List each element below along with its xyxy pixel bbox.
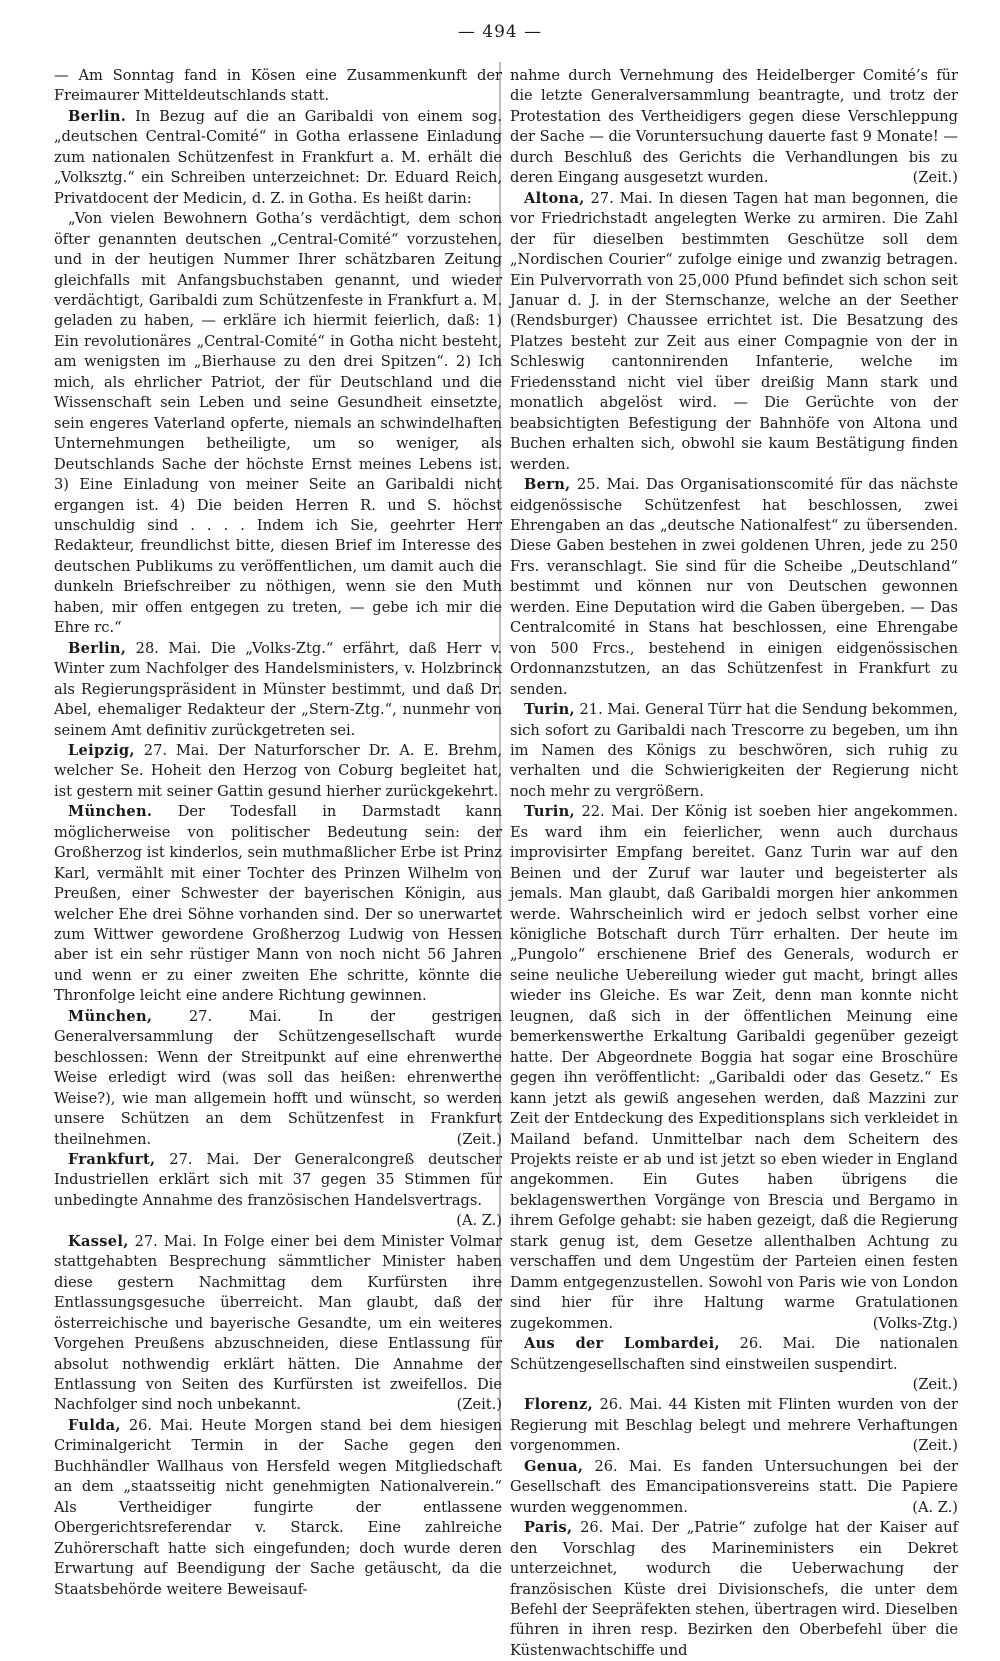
article-text: 26. Mai. Die nationalen Schützengesellschaften sind einstweilen suspendirt. [510, 1335, 958, 1373]
source-attribution: (Zeit.) [912, 169, 958, 187]
article-text: 27. Mai. Der Generalcongreß deutscher Industriellen erklärt sich mit 37 gegen 35 Stimmen für unbedingte Annahme des französischen Handelsvertrags. [54, 1151, 502, 1209]
dateline: Leipzig, [68, 741, 135, 759]
article-text: 27. Mai. In der gestrigen Generalversammlung der Schützengesellschaft wurde beschlossen: Wenn der Streitpunkt auf eine ehrenwerthe Weise erledigt wird (was soll das heißen: ehrenwerthe Weise?), wie man allgemein hofft und wünscht, so werden unsere Schützen an dem Schützenfest in Frankfurt theilnehmen. [54, 1007, 502, 1148]
article-text: 27. Mai. Der Naturforscher Dr. A. E. Brehm, welcher Se. Hoheit den Herzog von Coburg begleitet hat, ist gestern mit seiner Gattin gesund hierher zurückgekehrt. [54, 741, 503, 800]
article-text: nahme durch Vernehmung des Heidelberger Comité’s für die letzte Generalversammlung beantragte, und trotz der Protestation des Vertheidigers gegen diese Verschleppung der Sache — die Voruntersuchung dauerte fast 9 Monate! — durch Beschluß des Gerichts die Verhandlungen bis zu deren Eingang ausgesetzt wurden. [510, 67, 958, 187]
source-attribution: (Zeit.) [912, 1437, 958, 1455]
article-text: 26. Mai. Heute Morgen stand bei dem hiesigen Criminalgericht Termin in der Sache gegen den Buchhändler Wallhaus von Hersfeld wegen Mitgliedschaft an dem „staatsseitig nicht genehmigten Nationalverein.“ Als Vertheidiger fungirte der entlassene Obergerichtsreferendar v. Starck. Eine zahlreiche Zuhörerschaft hatte sich eingefunden; doch wurde deren Erwartung auf Beendigung der Sache getäuscht, da die Staatsbehörde weitere Beweisauf- [54, 1416, 502, 1598]
right-column [510, 66, 958, 1661]
source-attribution: (A. Z.) [456, 1212, 502, 1230]
article-paragraph [510, 189, 958, 475]
article-text: „Von vielen Bewohnern Gotha’s verdächtigt, dem schon öfter genannten deutschen „Central-Comité“ vorzustehen, und in der heutigen Nummer Ihrer schätzbaren Zeitung gleichfalls mit Anfangsbuchstaben genannt, und wieder verdächtigt, Garibaldi zum Schützenfeste in Frankfurt a. M. geladen zu haben, — erkläre ich hiermit feierlich, daß: 1) Ein revolutionäres „Central-Comité“ in Gotha nicht besteht, am wenigsten im „Bierhause zu den drei Spitzen“. 2) Ich mich, als ehrlicher Patriot, der für Deutschland und die Wissenschaft sein Leben und seine Gesundheit einsetzte, sein engeres Vaterland opferte, niemals an schwindelhaften Unternehmungen betheiligte, um so weniger, als Deutschlands Sache der höchste Ernst meines Lebens ist. 3) Eine Einladung von meiner Seite an Garibaldi nicht ergangen ist. 4) Die beiden Herren R. und S. höchst unschuldig sind . . . . Indem ich Sie, geehrter Herr Redakteur, freundlichst bitte, diesen Brief im Interesse des deutschen Publikums zu veröffentlichen, um damit auch die dunkeln Briefschreiber zu nöthigen, wenn sie den Muth haben, mir offen entgegen zu treten, — gebe ich mir die Ehre rc.“ [54, 210, 502, 637]
article-paragraph [54, 1232, 502, 1416]
page-number: — 494 — [457, 22, 543, 42]
source-attribution: (Zeit.) [456, 1396, 502, 1414]
article-paragraph [54, 741, 502, 802]
article-paragraph [510, 1457, 958, 1518]
dateline: Frankfurt, [68, 1151, 156, 1169]
dateline: München. [68, 803, 153, 821]
article-text: — Am Sonntag fand in Kösen eine Zusammenkunft der Freimaurer Mitteldeutschlands statt. [54, 67, 502, 105]
source-attribution: (Volks-Ztg.) [872, 1314, 958, 1332]
article-paragraph [54, 1150, 502, 1232]
dateline: Bern, [524, 476, 571, 494]
dateline: Fulda, [68, 1416, 121, 1434]
article-text: 22. Mai. Der König ist soeben hier angekommen. Es ward ihm ein feierlicher, wenn auch durchaus improvisirter Empfang bereitet. Ganz Turin war auf den Beinen und der Zuruf war lauter und begeisterter als jemals. Man glaubt, daß Garibaldi morgen hier ankommen werde. Wahrscheinlich wird er jedoch selbst vorher eine königliche Botschaft durch Türr erhalten. Der heute im „Pungolo“ erschienene Brief des Generals, wodurch er seine neuliche Uebereilung wieder gut macht, bringt alles wieder ins Gleiche. Es war Zeit, denn man konnte nicht leugnen, daß sich in der öffentlichen Meinung eine bemerkenswerthe Erkaltung Garibaldi gegenüber gezeigt hatte. Der Abgeordnete Boggia hat sogar eine Broschüre gegen ihn veröffentlicht: „Garibaldi oder das Gesetz.“ Es kann jetzt als gewiß angesehen werden, daß Mazzini zur Zeit der Entdeckung des Expeditionsplans sich verkleidet in Mailand befand. Unmittelbar nach dem Scheitern des Projekts reiste er ab und ist jetzt so eben wieder in England angekommen. Ein Gutes haben übrigens die beklagenswerthen Vorgänge von Brescia und Bergamo in ihrem Gefolge gehabt: sie haben gezeigt, daß die Regierung stark genug ist, dem Gesetze allenthalben Achtung zu verschaffen und dem Ungestüm der Parteien einen festen Damm entgegenzustellen. Sowohl von Paris wie von London sind hier für ihre Haltung warme Gratulationen zugekommen. [510, 803, 959, 1332]
dateline: Kassel, [68, 1232, 129, 1250]
dateline: Berlin. [68, 107, 127, 125]
article-paragraph [510, 700, 958, 802]
article-paragraph [54, 107, 502, 209]
article-paragraph [54, 209, 502, 639]
dateline: Paris, [524, 1519, 573, 1537]
article-text: 26. Mai. Es fanden Untersuchungen bei der Gesellschaft des Emancipationsvereins statt. Die Papiere wurden weggenommen. [510, 1457, 958, 1516]
article-paragraph [54, 1416, 502, 1600]
dateline: Turin, [524, 701, 575, 719]
article-text: 21. Mai. General Türr hat die Sendung bekommen, sich sofort zu Garibaldi nach Trescorre zu begeben, um ihn im Namen des Königs zu beschwören, sich ruhig zu verhalten und die Schwierigkeiten der Regierung nicht noch mehr zu vergrößern. [510, 701, 959, 800]
dateline: Turin, [524, 803, 575, 821]
article-paragraph [510, 1334, 958, 1395]
dateline: Genua, [524, 1457, 584, 1475]
article-paragraph [54, 66, 502, 107]
left-column [54, 66, 502, 1600]
article-text: 25. Mai. Das Organisationscomité für das nächste eidgenössische Schützenfest hat beschlossen, zwei Ehrengaben an das „deutsche Nationalfest“ zu übersenden. Diese Gaben bestehen in zwei goldenen Uhren, jede zu 250 Frs. veranschlagt. Sie sind für die Scheibe „Deutschland“ bestimmt und können nur von Deutschen gewonnen werden. Eine Deputation wird die Gaben übergeben. — Das Centralcomité in Stans hat beschlossen, eine Ehrengabe von 500 Frcs., bestehend in einigen eidgenössischen Ordonnanzstutzen, an das Schützenfest in Frankfurt zu senden. [510, 476, 958, 698]
article-text: 26. Mai. Der „Patrie“ zufolge hat der Kaiser auf den Vorschlag des Marineministers ein Dekret unterzeichnet, wodurch die Ueberwachung der französischen Küste drei Divisionschefs, die unter dem Befehl der Seepräfekten stehen, übertragen wird. Dieselben führen in ihren resp. Bezirken den Oberbefehl über die Küstenwachtschiffe und [510, 1519, 959, 1659]
dateline: Berlin, [68, 639, 127, 657]
article-text: In Bezug auf die an Garibaldi von einem sog. „deutschen Central-Comité“ in Gotha erlassene Einladung zum nationalen Schützenfest in Frankfurt a. M. erhält die „Volksztg.“ ein Schreiben unterzeichnet: Dr. Eduard Reich, Privatdocent der Medicin, d. Z. in Gotha. Es heißt darin: [54, 107, 502, 207]
article-paragraph [510, 802, 958, 1334]
article-paragraph [54, 802, 502, 1007]
article-text: Der Todesfall in Darmstadt kann möglicherweise von politischer Bedeutung sein: der Großherzog ist kinderlos, sein muthmaßlicher Erbe ist Prinz Karl, vermählt mit einer Tochter des Prinzen Wilhelm von Preußen, einer Schwester der bayerischen Königin, aus welcher Ehe drei Söhne vorhanden sind. Der so unerwartet zum Wittwer gewordene Großherzog Ludwig von Hessen aber ist ein sehr rüstiger Mann von noch nicht 56 Jahren und wenn er zu einer zweiten Ehe schritte, könnte die Thronfolge leicht eine andere Richtung gewinnen. [54, 803, 502, 1005]
source-attribution: (A. Z.) [912, 1498, 958, 1516]
dateline: Altona, [524, 189, 585, 207]
dateline: Aus der Lombardei, [524, 1335, 720, 1353]
article-text: 26. Mai. 44 Kisten mit Flinten wurden von der Regierung mit Beschlag belegt und mehrere Verhaftungen vorgenommen. [510, 1396, 959, 1455]
article-paragraph [54, 1007, 502, 1150]
article-paragraph [510, 1518, 958, 1661]
dateline: München, [68, 1007, 153, 1025]
article-text: 27. Mai. In Folge einer bei dem Minister Volmar stattgehabten Besprechung sämmtlicher Minister haben diese gestern Nachmittag dem Kurfürsten ihre Entlassungsgesuche überreicht. Man glaubt, daß der österreichische und bayerische Gesandte, um ein weiteres Vorgehen Preußens abzuschneiden, diese Entlassung für absolut nothwendig erklärt hätten. Die Annahme der Entlassung von Seiten des Kurfürsten ist zweifellos. Die Nachfolger sind noch unbekannt. [54, 1232, 503, 1414]
article-text: 27. Mai. In diesen Tagen hat man begonnen, die vor Friedrichstadt angelegten Werke zu armiren. Die Zahl der für dieselben bestimmten Geschütze soll dem „Nordischen Courier“ zufolge einige und zwanzig betragen. Ein Pulvervorrath von 25,000 Pfund befindet sich schon seit Januar d. J. in der Sternschanze, welche an der Seether (Rendsburger) Chaussee errichtet ist. Die Besatzung des Platzes besteht zur Zeit aus einer Compagnie von der in Schleswig cantonnirenden Infanterie, welche im Friedensstand nicht viel über dreißig Mann stark und monatlich abgelöst wird. — Die Gerüchte von der beabsichtigten Befestigung der Bahnhöfe von Altona und Buchen erhalten sich, obwohl sie kaum Bestätigung finden werden. [510, 189, 958, 473]
dateline: Florenz, [524, 1396, 593, 1414]
article-text: 28. Mai. Die „Volks-Ztg.“ erfährt, daß Herr v. Winter zum Nachfolger des Handelsministers, v. Holzbrinck als Regierungspräsident in Münster bestimmt, und daß Dr. Abel, ehemaliger Redakteur der „Stern-Ztg.“, nunmehr von seinem Amt definitiv zurückgetreten sei. [54, 639, 502, 739]
article-paragraph [54, 639, 502, 741]
article-paragraph [510, 1395, 958, 1456]
article-paragraph [510, 475, 958, 700]
article-paragraph [510, 66, 958, 189]
source-attribution: (Zeit.) [456, 1130, 502, 1148]
source-attribution: (Zeit.) [912, 1376, 958, 1393]
